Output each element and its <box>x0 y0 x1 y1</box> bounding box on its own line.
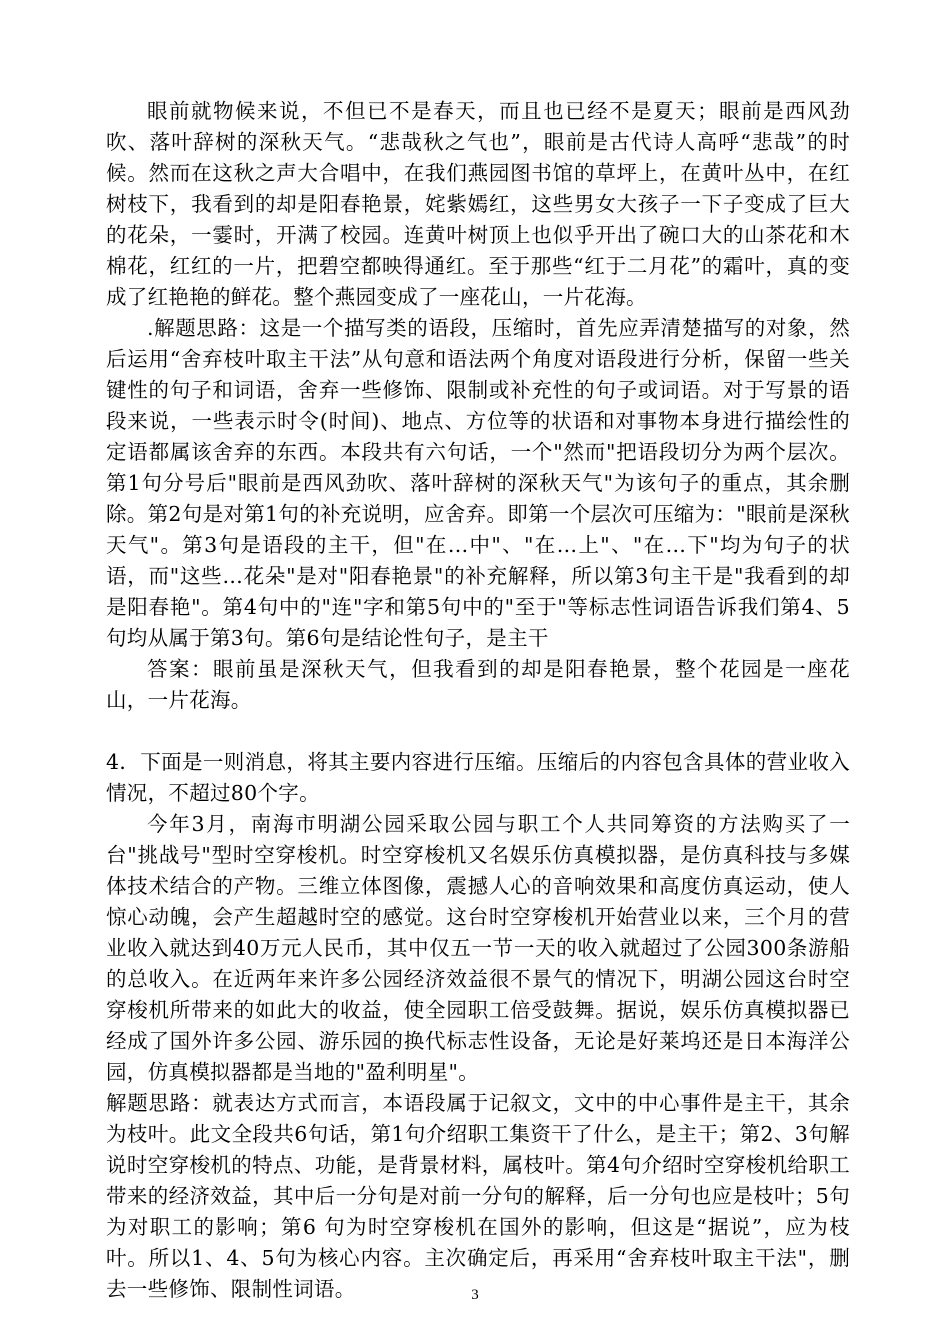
analysis-paragraph-2: 解题思路：就表达方式而言，本语段属于记叙文，文中的中心事件是主干，其余为枝叶。此文全段共6句话，第1句介绍职工集资干了什么，是主干；第2、3句解说时空穿梭机的特点、功能，是背景材料，属枝叶。第4句介绍时空穿梭机给职工带来的经济效益，其中后一分句是对前一分句的解释，后一分句也应是枝叶；5句为对职工的影响；第6 句为时空穿梭机在国外的影响，但这是“据说”，应为枝叶。所以1、4、5句为核心内容。主次确定后，再采用“舍弃枝叶取主干法"，删去一些修饰、限制性词语。 <box>106 1091 850 1301</box>
analysis-paragraph: .解题思路：这是一个描写类的语段，压缩时，首先应弄清楚描写的对象，然后运用“舍弃枝叶取主干法”从句意和语法两个角度对语段进行分析，保留一些关键性的句子和词语，舍弃一些修饰、限制或补充性的句子或词语。对于写景的语段来说，一些表示时令(时间)、地点、方位等的状语和对事物本身进行描绘性的定语都属该舍弃的东西。本段共有六句话，一个"然而"把语段切分为两个层次。第1句分号后"眼前是西风劲吹、落叶辞树的深秋天气"为该句子的重点，其余删除。第2句是对第1句的补充说明，应舍弃。即第一个层次可压缩为："眼前是深秋天气"。第3句是语段的主干，但"在…中"、"在…上"、"在…下"均为句子的状语，而"这些…花朵"是对"阳春艳景"的补充解释，所以第3句主干是"我看到的却是阳春艳"。第4句中的"连"字和第5句中的"至于"等标志性词语告诉我们第4、5句均从属于第3句。第6句是结论性句子，是主干 <box>106 316 850 650</box>
page-body <box>106 96 850 1305</box>
news-paragraph: 今年3月，南海市明湖公园采取公园与职工个人共同筹资的方法购买了一台"挑战号"型时空穿梭机。时空穿梭机又名娱乐仿真模拟器，是仿真科技与多媒体技术结合的产物。三维立体图像，震撼人心的音响效果和高度仿真运动，使人惊心动魄，会产生超越时空的感觉。这台时空穿梭机开始营业以来，三个月的营业收入就达到40万元人民币，其中仅五一节一天的收入就超过了公园300条游船的总收入。在近两年来许多公园经济效益很不景气的情况下，明湖公园这台时空穿梭机所带来的如此大的收益，使全园职工倍受鼓舞。据说，娱乐仿真模拟器已经成了国外许多公园、游乐园的换代标志性设备，无论是好莱坞还是日本海洋公园，仿真模拟器都是当地的"盈利明星"。 <box>106 812 850 1084</box>
passage-paragraph: 眼前就物候来说，不但已不是春天，而且也已经不是夏天；眼前是西风劲吹、落叶辞树的深秋天气。“悲哉秋之气也”，眼前是古代诗人高呼“悲哉”的时候。然而在这秋之声大合唱中，在我们燕园图书馆的草坪上，在黄叶丛中，在红树枝下，我看到的却是阳春艳景，姹紫嫣红，这些男女大孩子一下子变成了巨大的花朵，一霎时，开满了校园。连黄叶树顶上也似乎开出了碗口大的山茶花和木棉花，红红的一片，把碧空都映得通红。至于那些“红于二月花”的霜叶，真的变成了红艳艳的鲜花。整个燕园变成了一座花山，一片花海。 <box>106 99 850 309</box>
question-paragraph: 4．下面是一则消息，将其主要内容进行压缩。压缩后的内容包含具体的营业收入情况，不超过80个字。 <box>106 750 850 805</box>
answer-paragraph: 答案：眼前虽是深秋天气，但我看到的却是阳春艳景，整个花园是一座花山，一片花海。 <box>106 657 850 712</box>
page-number: 3 <box>471 1287 479 1303</box>
paragraph-gap <box>106 716 850 747</box>
